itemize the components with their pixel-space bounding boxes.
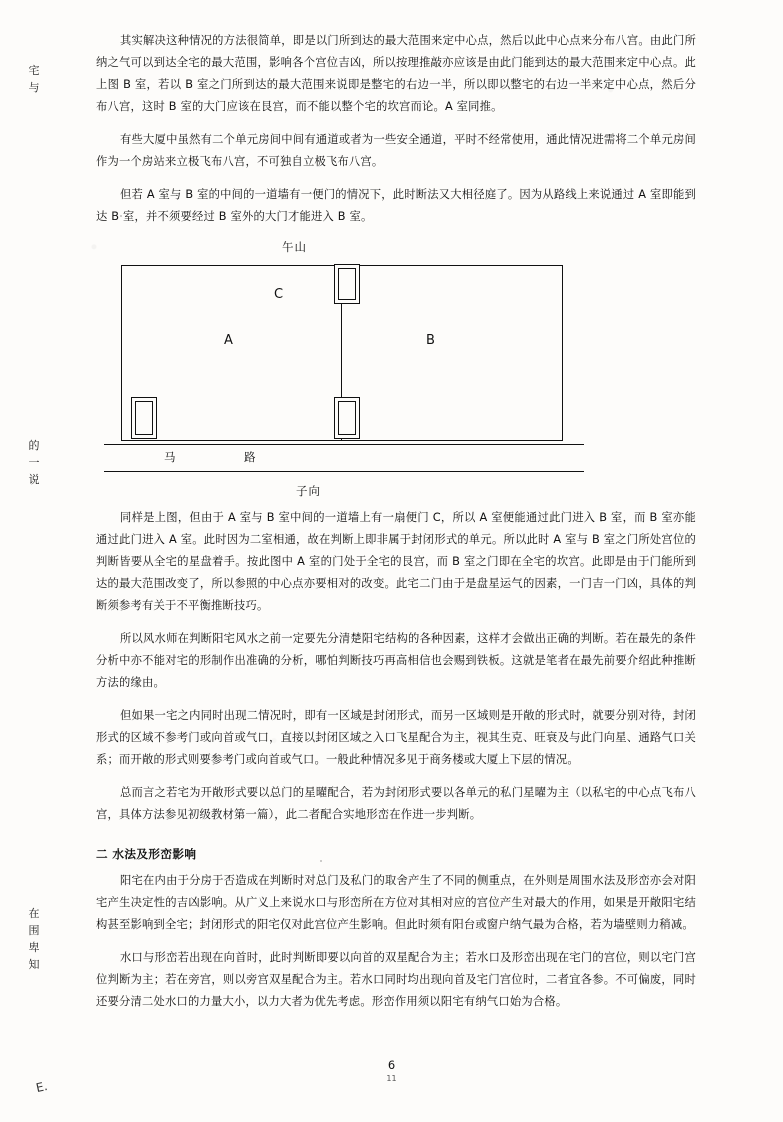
door-a <box>131 397 157 439</box>
diagram-bottom-label: 子向 <box>296 484 321 498</box>
margin-note-char: 知 <box>28 958 40 971</box>
margin-corner-mark: E. <box>34 1078 49 1096</box>
margin-note-1 <box>26 62 42 96</box>
door-b <box>334 397 360 439</box>
scan-speck <box>600 520 602 522</box>
page-number: 6 <box>387 1058 396 1072</box>
margin-note-char: 与 <box>28 81 40 94</box>
diagram-top-label: 午山 <box>282 240 307 254</box>
page-number-sub: 11 <box>386 1074 397 1083</box>
document-body <box>96 30 696 1024</box>
margin-note-3 <box>26 905 42 973</box>
door-a-inner <box>135 401 153 435</box>
road-label-1: 马 <box>164 450 178 464</box>
margin-note-char: 的 <box>28 439 40 452</box>
paragraph: 总而言之若宅为开敞形式要以总门的星曜配合，若为封闭形式要以各单元的私门星曜为主（以私宅的中心点飞布八宫，具体方法参见初级教材第一篇），此二者配合实地形峦在作进一步判断。 <box>96 786 696 821</box>
road-label-2: 路 <box>244 450 258 464</box>
road-line-lower <box>104 471 584 472</box>
floor-plan-diagram <box>96 239 696 501</box>
paragraph: 但若 A 室与 B 室的中间的一道墙有一便门的情况下，此时断法又大相径庭了。因为从路线上来说通过 A 室即能到达 B 室，并不须要经过 B 室外的大门才能进入 B 室。 <box>96 188 696 223</box>
door-label-c: C <box>274 287 284 302</box>
margin-note-2 <box>26 437 42 488</box>
room-label-a: A <box>224 333 233 348</box>
road-line-upper <box>104 444 584 445</box>
margin-note-char: 一 <box>28 456 40 469</box>
scan-speck <box>320 860 322 862</box>
paragraph: 水口与形峦若出现在向首时，此时判断即要以向首的双星配合为主；若水口及形峦出现在宅门的宫位，则以宅门宫位判断为主；若在旁宫，则以旁宫双星配合为主。若水口同时均出现向首及宅门宫位时，二者宜各参。不可偏废，同时还要分清二处水口的力量大小，以力大者为优先考虑。形峦作用须以阳宅有纳气口始为合格。 <box>96 951 696 1008</box>
door-c <box>334 264 360 304</box>
margin-note-char: 宅 <box>28 64 40 77</box>
door-c-inner <box>338 268 356 300</box>
room-label-b: B <box>426 333 435 348</box>
scan-speck <box>120 215 122 217</box>
margin-note-char: 说 <box>28 473 40 486</box>
margin-note-char: 在 <box>28 907 40 920</box>
margin-note-char: 卑 <box>28 941 40 954</box>
paragraph: 其实解决这种情况的方法很简单，即是以门所到达的最大范围来定中心点，然后以此中心点来分布八宫。由此门所纳之气可以到达全宅的最大范围，影响各个宫位吉凶，所以按理推敲亦应该是由此门能到达的最大范围来定中心点。此上图 B 室，若以 B 室之门所到达的最大范围来说即是整宅的右边一半，所以即以整宅的右边一半来定中心点，然后分布八宫，这时 B 室的大门应该在艮宫，而不能以整个宅的坎宫而论。A 室同推。 <box>96 34 696 113</box>
paragraph: 所以风水师在判断阳宅风水之前一定要先分清楚阳宅结构的各种因素，这样才会做出正确的判断。若在最先的条件分析中亦不能对宅的形制作出准确的分析，哪怕判断技巧再高相信也会赐到铁板。这就是笔者在最先前要介绍此种推断方法的缘由。 <box>96 632 696 689</box>
section-heading: 二 水法及形峦影响 <box>96 847 197 861</box>
paragraph: 但如果一宅之内同时出现二情况时，即有一区域是封闭形式，而另一区域则是开敞的形式时，就要分别对待，封闭形式的区域不参考门或向首或气口，直接以封闭区域之入口飞星配合为主，视其生克、旺衰及与此门向星、通路气口关系；而开敞的形式则要参考门或向首或气口。一般此种情况多见于商务楼或大厦上下层的情况。 <box>96 709 696 766</box>
paragraph: 阳宅在内由于分房于否造成在判断时对总门及私门的取舍产生了不同的侧重点，在外则是周围水法及形峦亦会对阳宅产生决定性的吉凶影响。从广义上来说水口与形峦所在方位对其相对应的宫位产生对最大的作用，如果是开敞阳宅结构甚至影响到全宅；封闭形式的阳宅仅对此宫位产生影响。但此时须有阳台或窗户纳气最为合格，若为墙壁则力稍减。 <box>96 874 696 931</box>
paragraph: 同样是上图，但由于 A 室与 B 室中间的一道墙上有一扇便门 C，所以 A 室便能通过此门进入 B 室，而 B 室亦能通过此门进入 A 室。此时因为二室相通，故在判断上即非属于封闭形式的单元。所以此时 A 室与 B 室之门所处宫位的判断皆要从全宅的星盘着手。按此图中 A 室的门处于全宅的艮宫，而 B 室之门即在全宅的坎宫。此即是由于门能所到达的最大范围改变了，所以参照的中心点亦要相对的改变。此宅二门由于是盘星运气的因素，一门吉一门凶，具体的判断须参考有关于不平衡推断技巧。 <box>96 511 696 612</box>
margin-note-char: 围 <box>28 924 40 937</box>
door-b-inner <box>338 401 356 435</box>
paragraph: 有些大厦中虽然有二个单元房间中间有通道或者为一些安全通道，平时不经常使用，通此情况进需将二个单元房间作为一个房站来立极飞布八宫，不可独自立极飞布八宫。 <box>96 133 696 168</box>
